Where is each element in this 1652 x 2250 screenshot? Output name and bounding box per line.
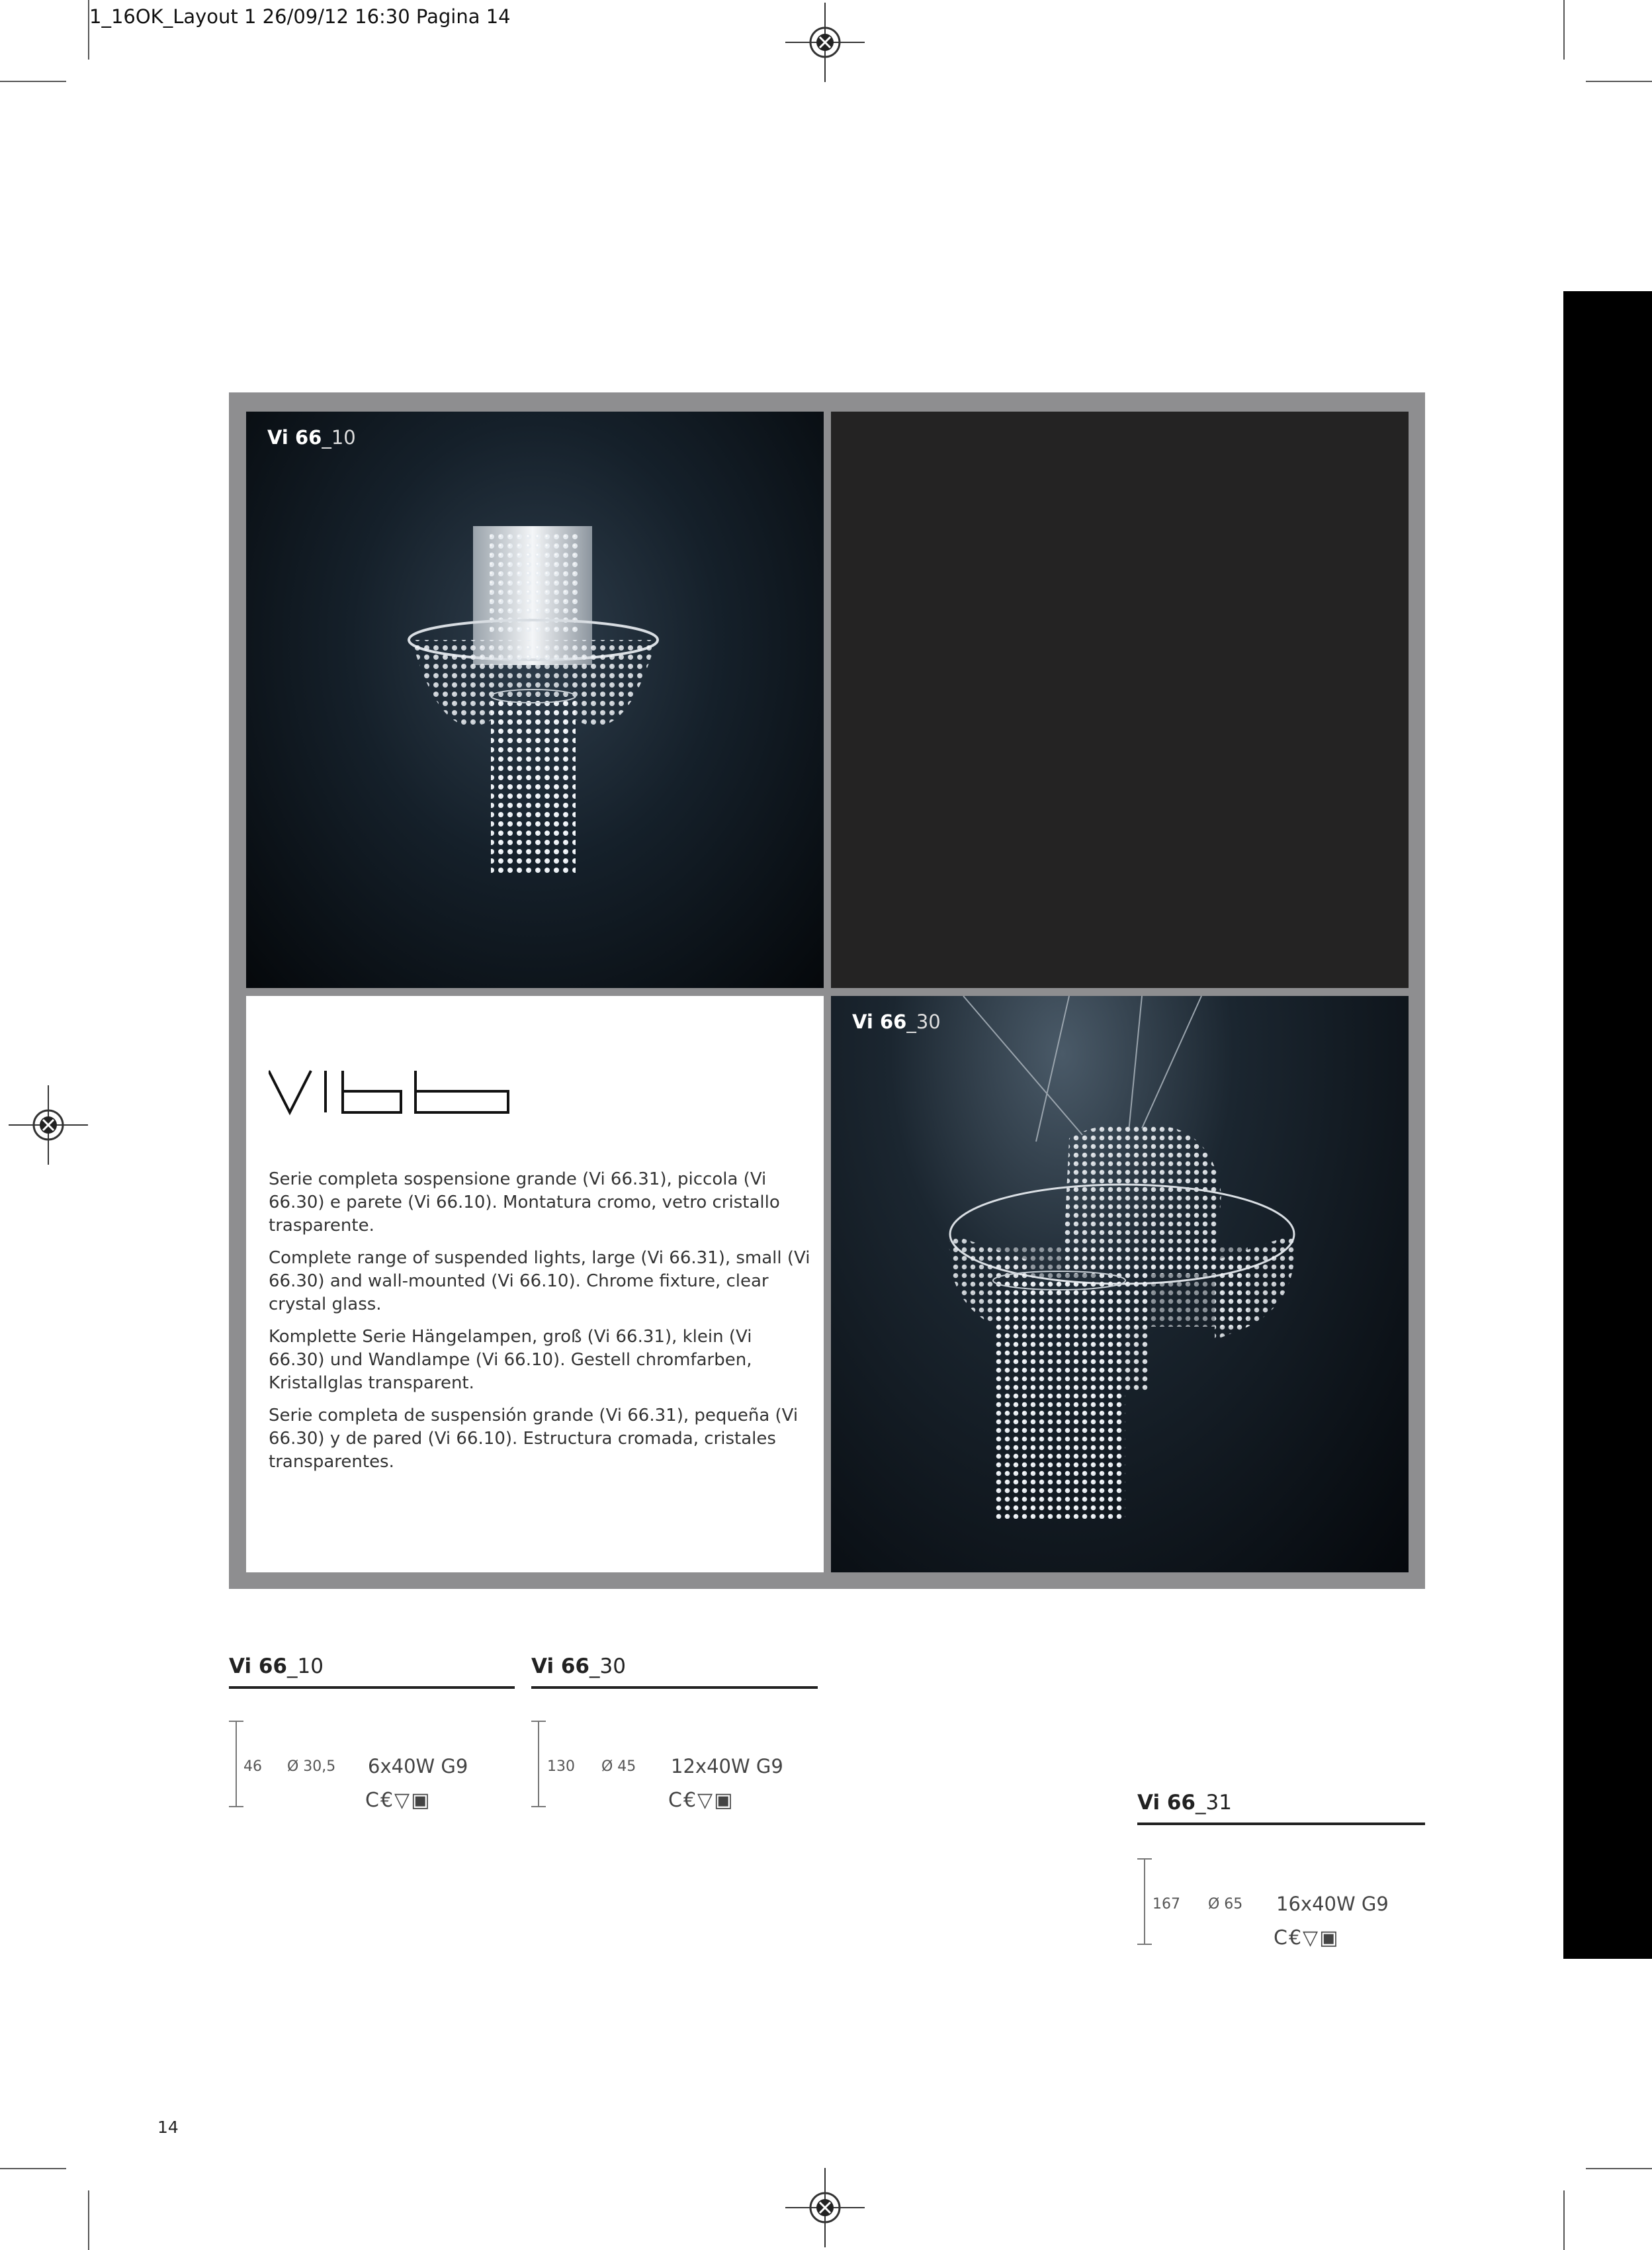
edge-tab bbox=[1563, 291, 1652, 1959]
dark-panel bbox=[831, 412, 1409, 988]
photo-label: Vi 66_30 bbox=[852, 1011, 941, 1033]
spec-divider bbox=[1137, 1822, 1425, 1825]
crop-mark bbox=[1563, 2190, 1565, 2250]
registration-mark-icon bbox=[785, 3, 865, 82]
description-panel bbox=[246, 996, 824, 1572]
dimension-tick bbox=[531, 1721, 546, 1722]
crop-mark bbox=[0, 81, 66, 82]
description-en: Complete range of suspended lights, large (Vi 66.31), small (Vi 66.30) and wall-mounted (Vi 66.10). Chrome fixture, clear crystal glass. bbox=[269, 1248, 810, 1314]
product-logo bbox=[269, 1061, 533, 1127]
photo-label: Vi 66_10 bbox=[267, 426, 356, 449]
description-it: Serie completa sospensione grande (Vi 66.31), piccola (Vi 66.30) e parete (Vi 66.10). Montatura cromo, vetro cristallo trasparente. bbox=[269, 1169, 780, 1236]
crop-mark bbox=[1586, 81, 1652, 82]
spec-diameter: Ø 65 bbox=[1208, 1896, 1243, 1912]
certification-marks: C€▽▣ bbox=[1274, 1926, 1340, 1950]
registration-mark-icon bbox=[785, 2168, 865, 2247]
certification-marks: C€▽▣ bbox=[365, 1789, 431, 1812]
spec-diameter: Ø 30,5 bbox=[287, 1758, 336, 1775]
page-number: 14 bbox=[157, 2118, 179, 2137]
height-dimension-line bbox=[236, 1721, 237, 1807]
height-dimension-line bbox=[1144, 1858, 1145, 1944]
spec-diameter: Ø 45 bbox=[601, 1758, 636, 1775]
printer-slug: 1_16OK_Layout 1 26/09/12 16:30 Pagina 14 bbox=[89, 5, 511, 28]
suspension-lamp-image bbox=[831, 996, 1409, 1572]
spec-height: 167 bbox=[1152, 1896, 1180, 1912]
registration-mark-icon bbox=[9, 1085, 88, 1165]
wall-lamp-image bbox=[246, 412, 824, 988]
description-text bbox=[269, 1168, 811, 1483]
description-de: Komplette Serie Hängelampen, groß (Vi 66.31), klein (Vi 66.30) und Wandlampe (Vi 66.10). Gestell chromfarben, Kristallglas transparent. bbox=[269, 1327, 752, 1393]
spec-height: 130 bbox=[547, 1758, 575, 1775]
spec-title: Vi 66_30 bbox=[531, 1654, 626, 1678]
spec-lamps: 12x40W G9 bbox=[671, 1755, 783, 1778]
spec-height: 46 bbox=[243, 1758, 262, 1775]
height-dimension-line bbox=[538, 1721, 539, 1807]
dimension-tick bbox=[229, 1721, 243, 1722]
spec-lamps: 16x40W G9 bbox=[1276, 1893, 1389, 1915]
crop-mark bbox=[1586, 2168, 1652, 2169]
crop-mark bbox=[88, 0, 89, 60]
crop-mark bbox=[88, 2190, 89, 2250]
dimension-tick bbox=[1137, 1944, 1152, 1945]
dimension-tick bbox=[229, 1806, 243, 1807]
crop-mark bbox=[0, 2168, 66, 2169]
crop-mark bbox=[1563, 0, 1565, 60]
spec-divider bbox=[229, 1686, 515, 1689]
certification-marks: C€▽▣ bbox=[668, 1789, 734, 1812]
spec-divider bbox=[531, 1686, 818, 1689]
dimension-tick bbox=[531, 1806, 546, 1807]
description-es: Serie completa de suspensión grande (Vi 66.31), pequeña (Vi 66.30) y de pared (Vi 66.10). Estructura cromada, cristales transparentes. bbox=[269, 1406, 799, 1472]
spec-title: Vi 66_31 bbox=[1137, 1791, 1232, 1815]
spec-title: Vi 66_10 bbox=[229, 1654, 324, 1678]
photo-suspension-lamp bbox=[831, 996, 1409, 1572]
photo-wall-lamp bbox=[246, 412, 824, 988]
dimension-tick bbox=[1137, 1858, 1152, 1860]
spec-lamps: 6x40W G9 bbox=[368, 1755, 468, 1778]
